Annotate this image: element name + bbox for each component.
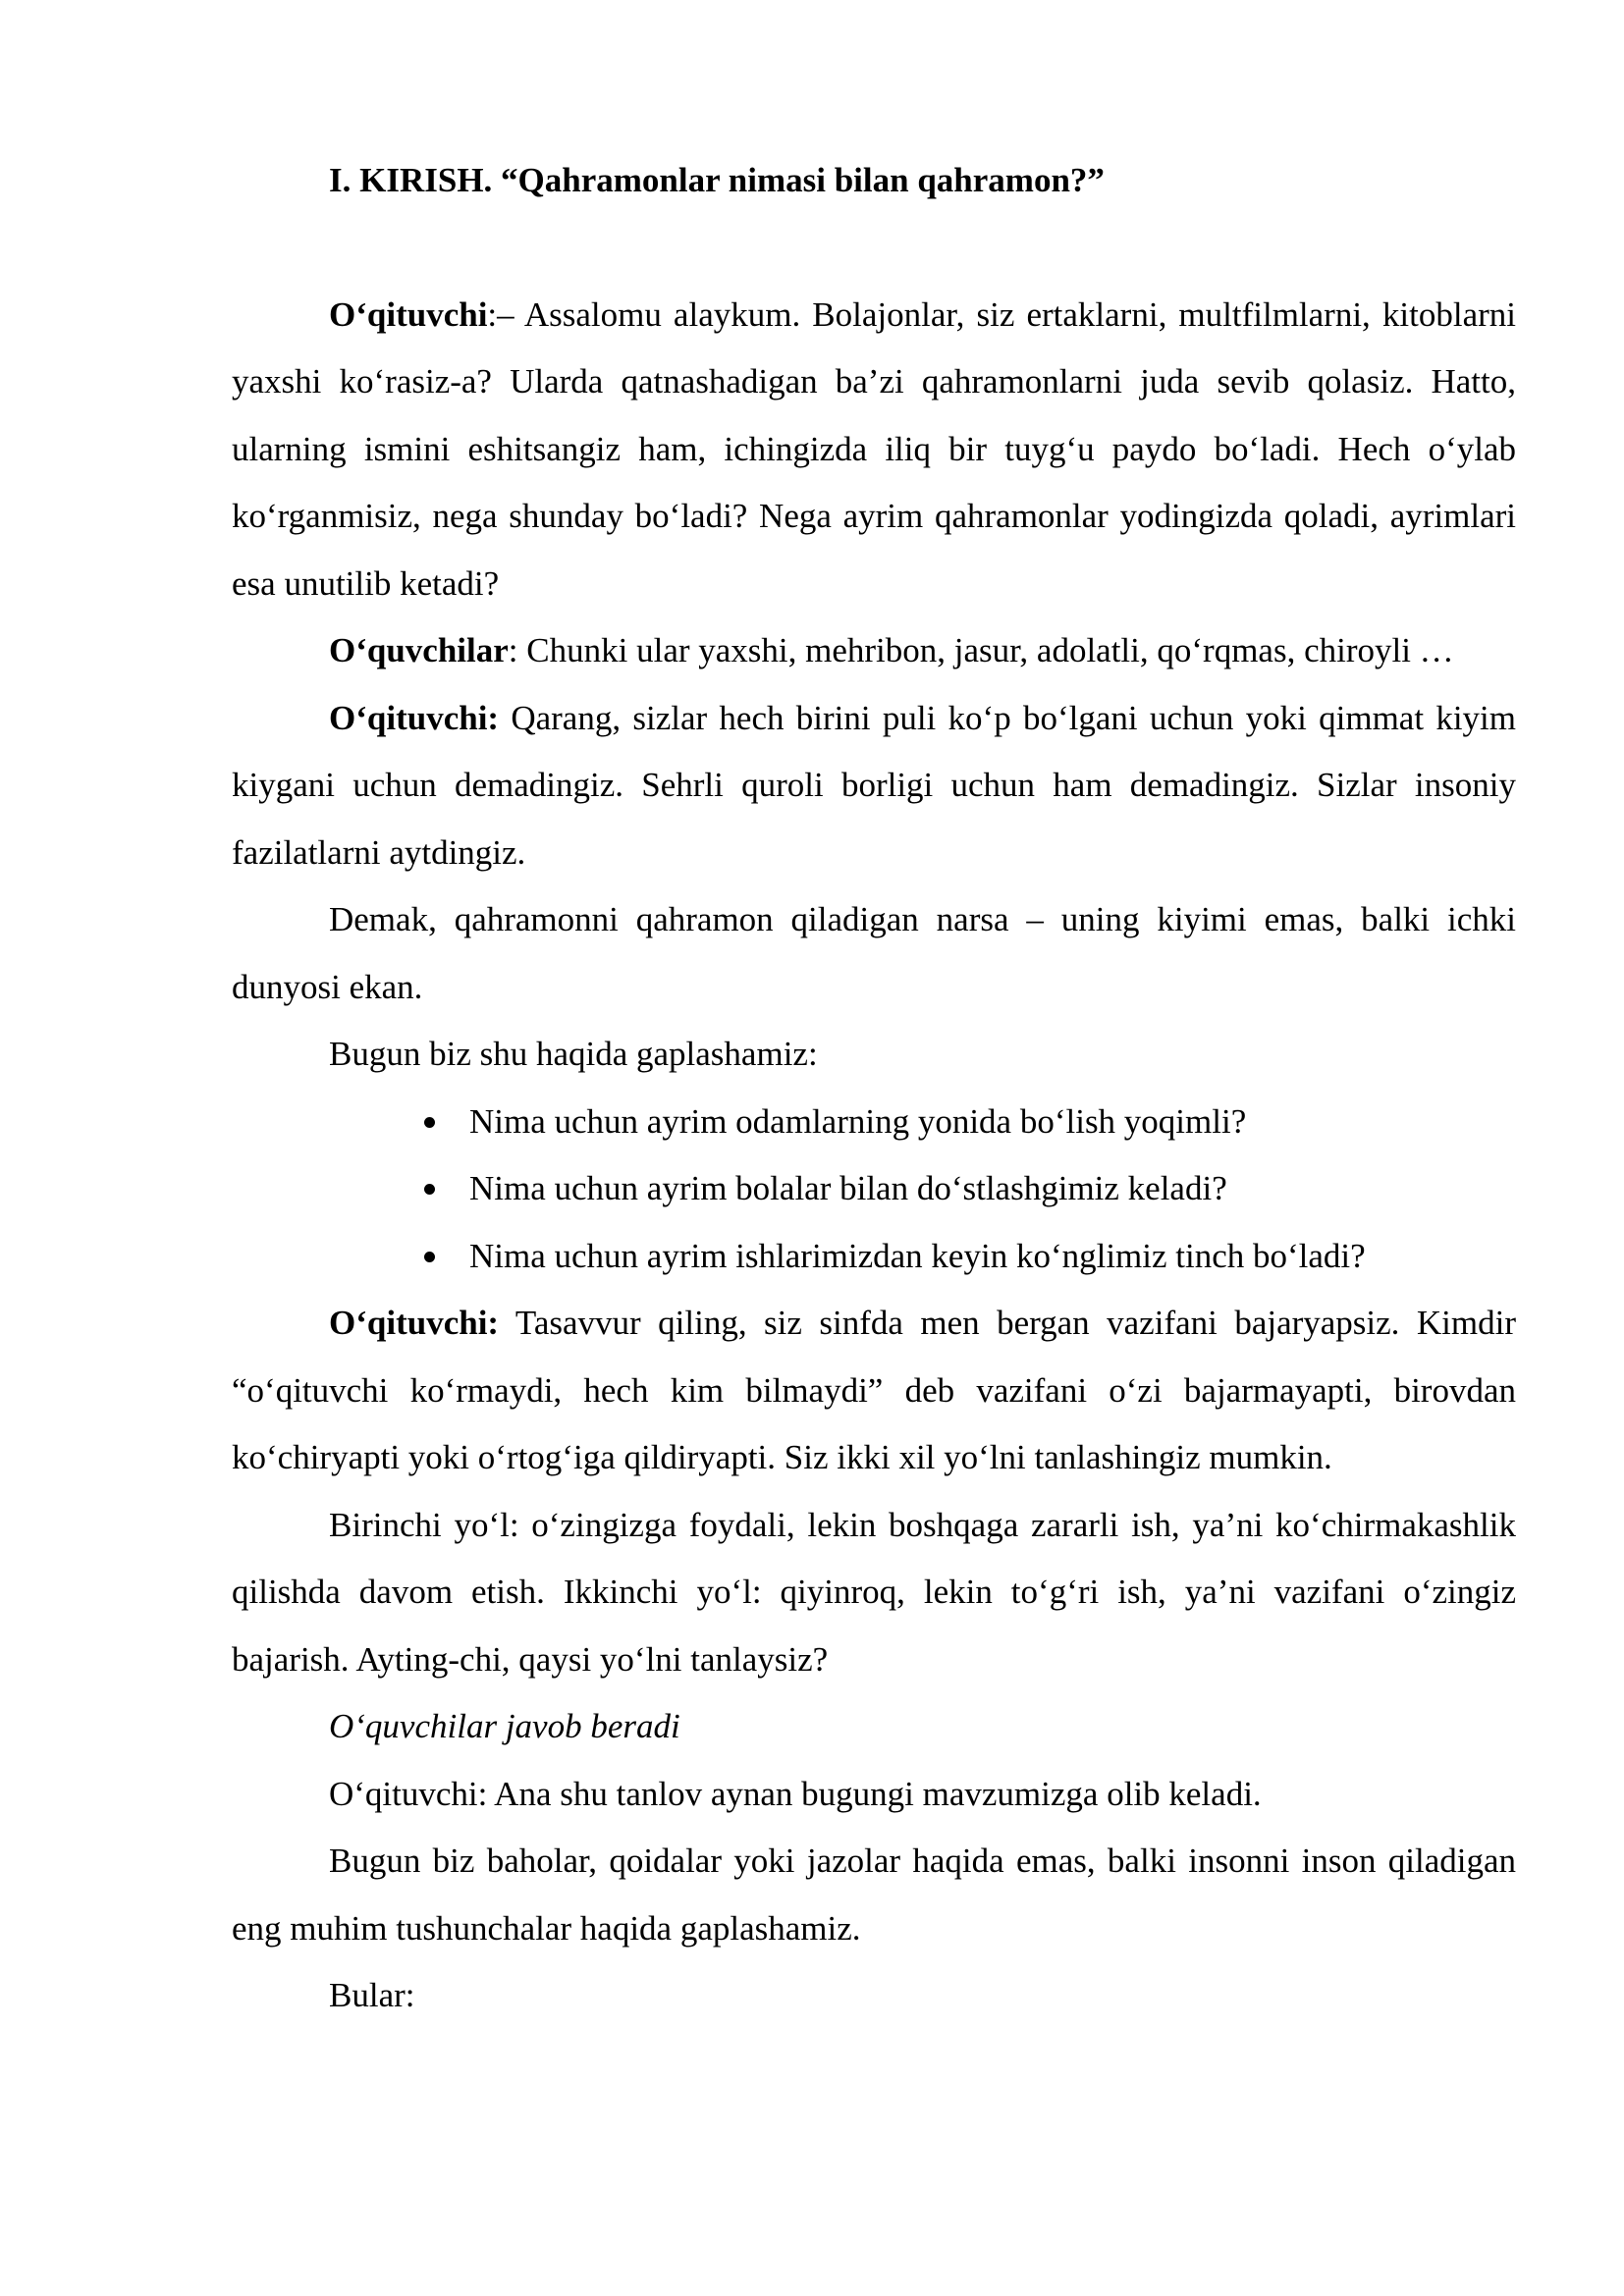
- teacher-scenario-paragraph: [232, 1290, 1516, 1492]
- list-item-text: Nima uchun ayrim odamlarning yonida bo‘lish yoqimli?: [469, 1101, 1247, 1141]
- bullet-icon: [424, 1252, 435, 1262]
- bullet-icon: [424, 1184, 435, 1195]
- bullet-icon: [424, 1117, 435, 1128]
- speaker-separator: :: [508, 631, 527, 669]
- teacher-greeting-paragraph: [232, 282, 1516, 618]
- teacher-transition-paragraph: O‘qituvchi: Ana shu tanlov aynan bugungi mavzumizga olib keladi.: [329, 1774, 1262, 1813]
- paragraph-text: Chunki ular yaxshi, mehribon, jasur, adolatli, qo‘rqmas, chiroyli …: [526, 631, 1454, 669]
- students-respond-note: O‘quvchilar javob beradi: [329, 1707, 680, 1745]
- speaker-separator: :–: [487, 294, 524, 334]
- list-item: [424, 1223, 1516, 1291]
- students-answer-paragraph: [232, 617, 1516, 685]
- topic-statement-paragraph: Bugun biz baholar, qoidalar yoki jazolar haqida emas, balki insonni inson qiladigan eng muhim tushunchalar haqida gaplashamiz.: [232, 1842, 1516, 1948]
- speaker-label: O‘qituvchi:: [329, 698, 500, 737]
- paragraph-text: Tasavvur qiling, siz sinfda men bergan vazifani bajaryapsiz. Kimdir “o‘qituvchi ko‘rmaydi, hech kim bilmaydi” deb vazifani o‘zi bajarmayapti, birovdan ko‘chiryapti yoki o‘rtog‘iga qildiryapti. Siz ikki xil yo‘lni tanlashingiz mumkin.: [232, 1304, 1516, 1476]
- speaker-label: O‘qituvchi: [329, 294, 488, 334]
- conclusion-paragraph: Demak, qahramonni qahramon qiladigan narsa – uning kiyimi emas, balki ichki dunyosi ekan.: [232, 900, 1516, 1006]
- teacher-response-paragraph: [232, 685, 1516, 887]
- two-paths-paragraph: Birinchi yo‘l: o‘zingizga foydali, lekin boshqaga zararli ish, ya’ni ko‘chirmakashlik qilishda davom etish. Ikkinchi yo‘l: qiyinroq, lekin to‘g‘ri ish, ya’ni vazifani o‘zingiz bajarish. Ayting-chi, qaysi yo‘lni tanlaysiz?: [232, 1505, 1516, 1679]
- speaker-label: O‘quvchilar: [329, 631, 509, 669]
- list-item-text: Nima uchun ayrim bolalar bilan do‘stlashgimiz keladi?: [469, 1169, 1227, 1207]
- speaker-label: O‘qituvchi:: [329, 1304, 500, 1342]
- section-title: I. KIRISH. “Qahramonlar nimasi bilan qahramon?”: [329, 161, 1105, 199]
- list-item: [424, 1155, 1516, 1223]
- list-item-text: Nima uchun ayrim ishlarimizdan keyin ko‘nglimiz tinch bo‘ladi?: [469, 1236, 1366, 1275]
- list-lead-in: Bular:: [329, 1976, 415, 2014]
- title-spacer: [232, 215, 1516, 282]
- paragraph-text: Assalomu alaykum. Bolajonlar, siz ertaklarni, multfilmlarni, kitoblarni yaxshi ko‘rasiz-a? Ularda qatnashadigan ba’zi qahramonlarni juda sevib qolasiz. Hatto, ularning ismini eshitsangiz ham, ichingizda iliq bir tuyg‘u paydo bo‘ladi. Hech o‘ylab ko‘rganmisiz, nega shunday bo‘ladi? Nega ayrim qahramonlar yodingizda qoladi, ayrimlari esa unutilib ketadi?: [232, 294, 1516, 603]
- list-item: [424, 1089, 1516, 1156]
- question-list: [232, 1089, 1516, 1291]
- paragraph-text: Qarang, sizlar hech birini puli ko‘p bo‘lgani uchun yoki qimmat kiyim kiygani uchun demadingiz. Sehrli quroli borligi uchun ham demadingiz. Sizlar insoniy fazilatlarni aytdingiz.: [232, 698, 1516, 872]
- topic-intro-paragraph: Bugun biz shu haqida gaplashamiz:: [329, 1035, 818, 1073]
